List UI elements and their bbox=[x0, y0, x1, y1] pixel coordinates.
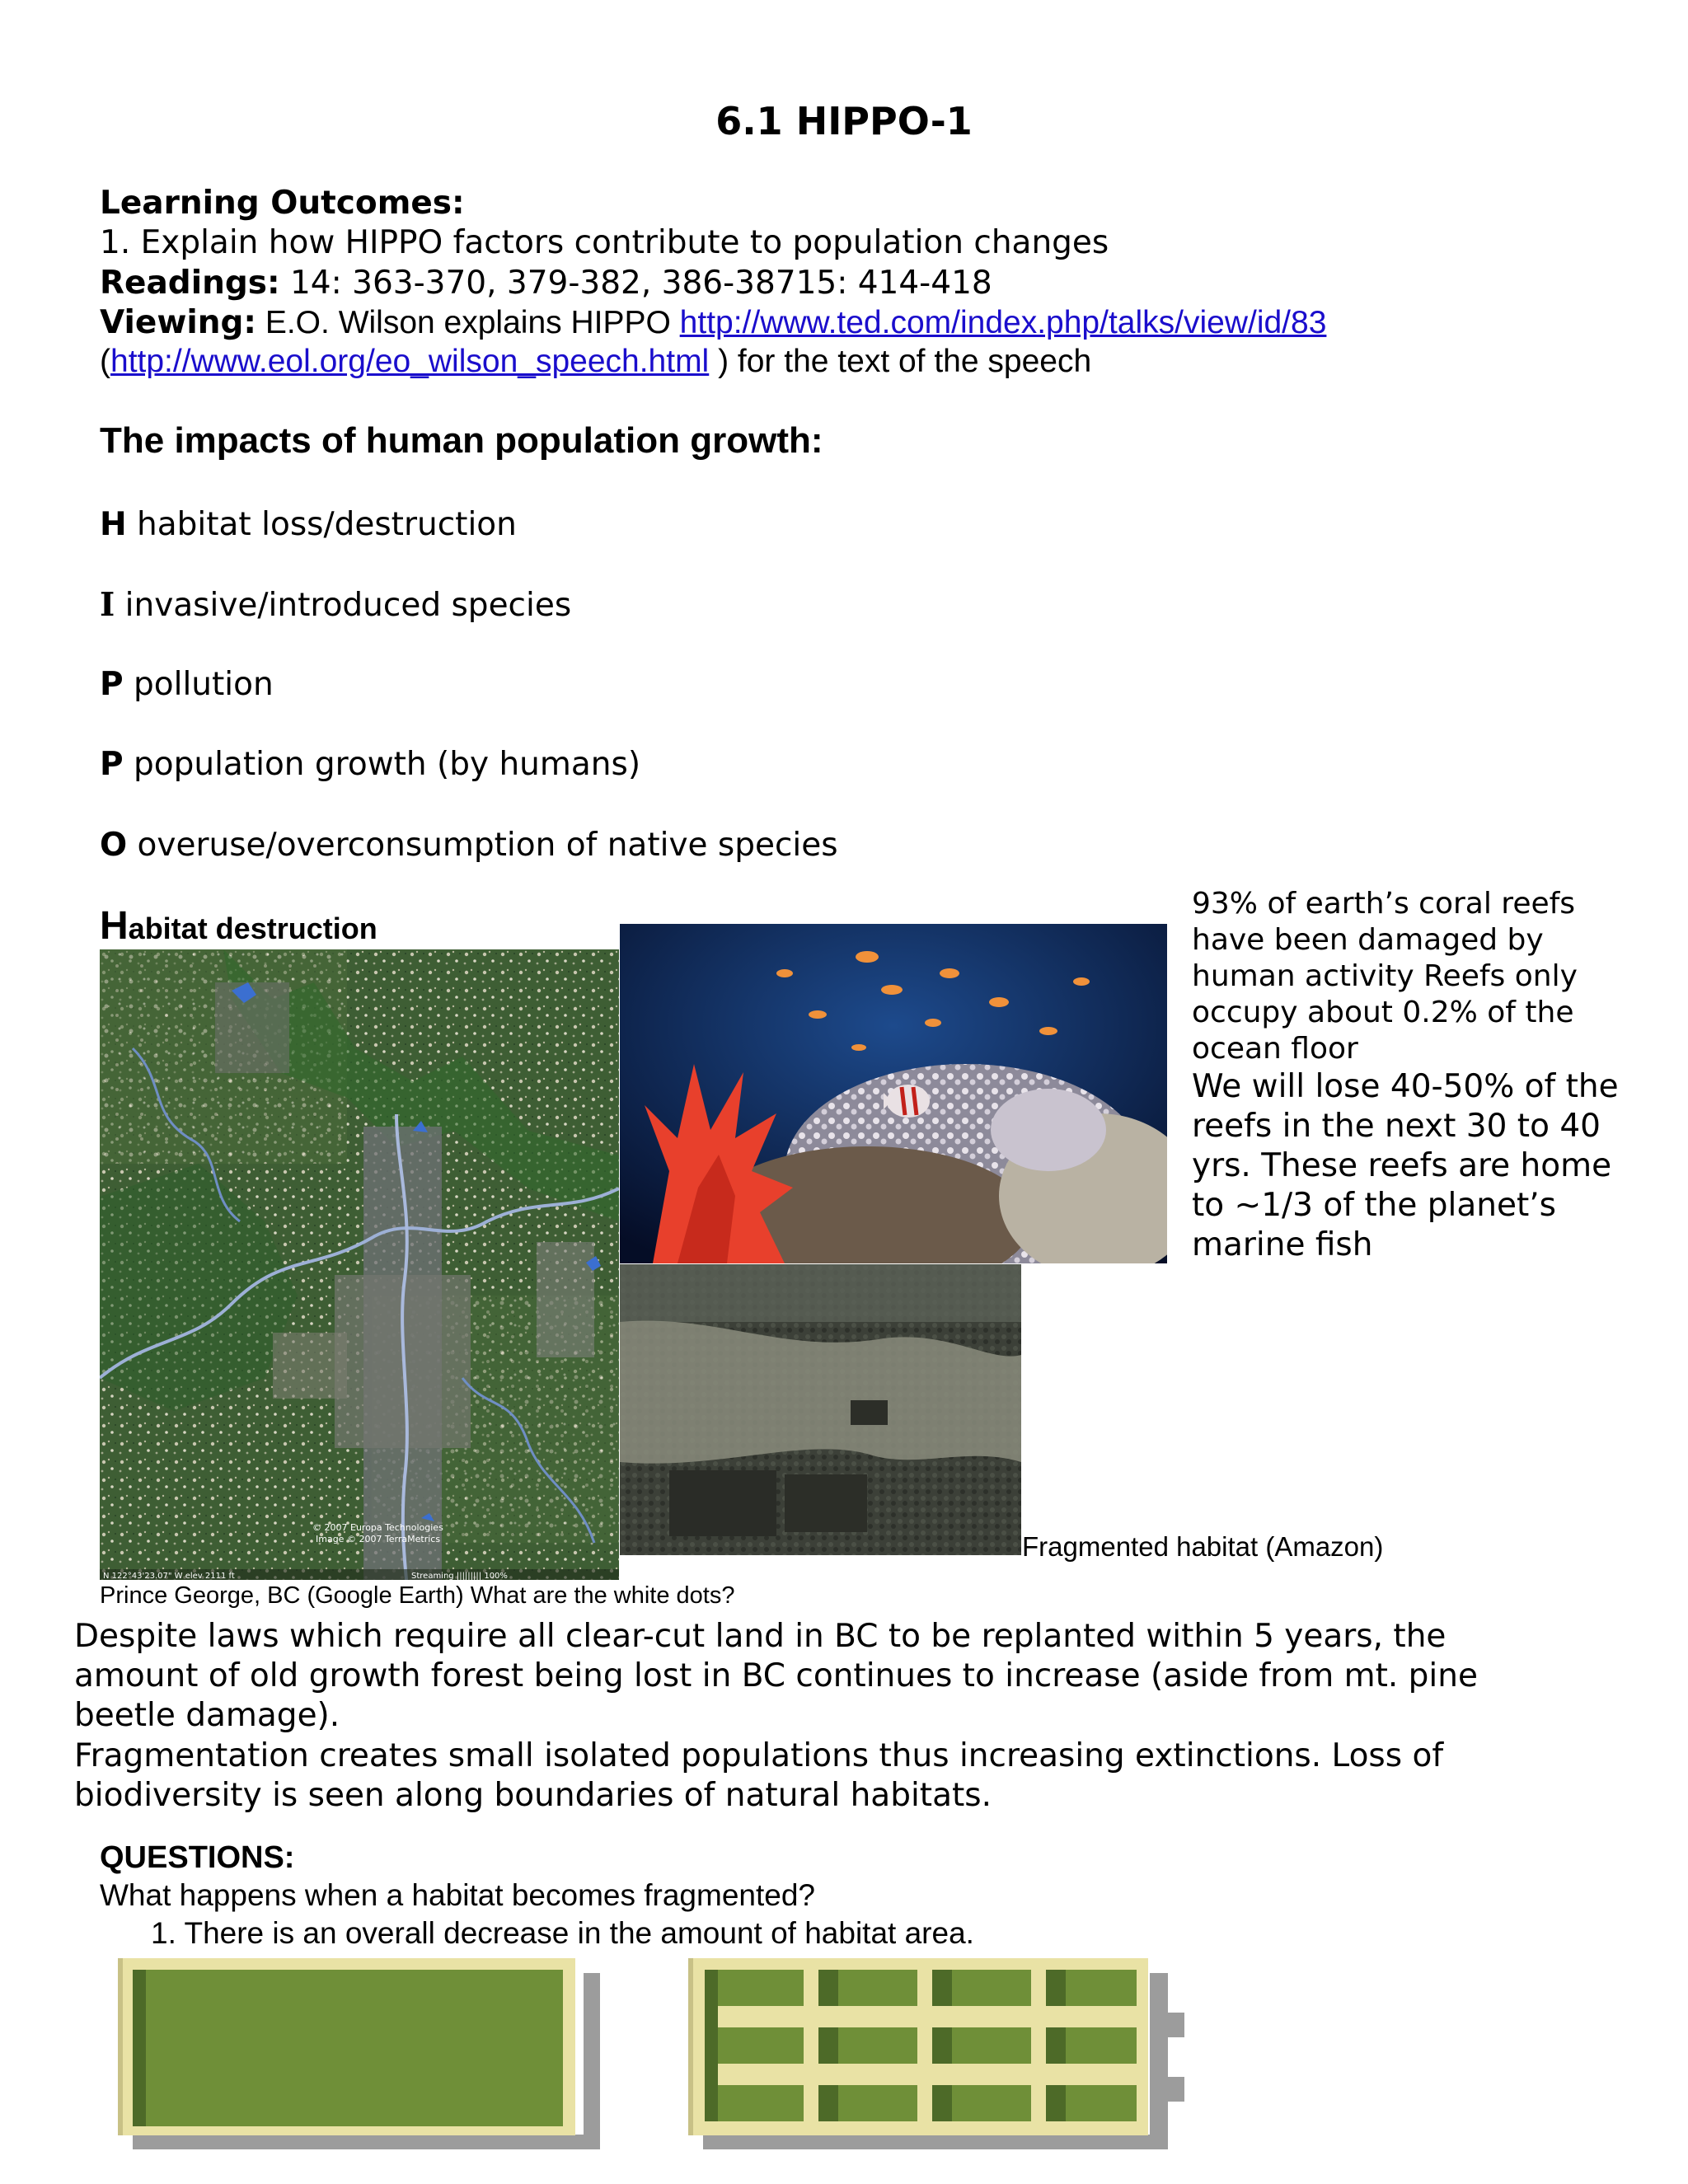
continuous-habitat-diagram bbox=[118, 1958, 621, 2149]
page-title: 6.1 HIPPO-1 bbox=[715, 99, 973, 143]
hippo-letter: P bbox=[100, 666, 124, 703]
satellite-copyright-2: Image © 2007 TerraMetrics bbox=[316, 1534, 441, 1544]
hippo-item-h bbox=[100, 506, 517, 543]
fragmented-habitat-diagram bbox=[688, 1958, 1191, 2149]
hippo-letter: H bbox=[100, 506, 127, 543]
amazon-aerial-image bbox=[620, 1264, 1021, 1555]
hippo-text: invasive/introduced species bbox=[115, 587, 572, 624]
hippo-text: pollution bbox=[123, 666, 274, 703]
continuous-habitat-figure bbox=[118, 1958, 621, 2149]
hippo-text: population growth (by humans) bbox=[123, 746, 641, 783]
readings-text: 14: 363-370, 379-382, 386-38715: 414-418 bbox=[279, 265, 992, 302]
coral-reef-photo bbox=[620, 924, 1167, 1263]
fragmented-habitat-caption: Fragmented habitat (Amazon) bbox=[1022, 1531, 1384, 1562]
satellite-streaming: Streaming ||||||||| 100% bbox=[411, 1572, 508, 1580]
fragmented-amazon-photo bbox=[620, 1264, 1021, 1555]
coral-reef-image bbox=[620, 924, 1167, 1263]
habitat-heading-rest: abitat destruction bbox=[128, 912, 377, 945]
hippo-item-p2 bbox=[100, 746, 640, 783]
fragmentation-paragraph: Fragmentation creates small isolated populations thus increasing extinctions. Loss of biodiversity is seen along boundaries of natural habitats. bbox=[74, 1737, 1444, 1814]
satellite-photo-prince-george bbox=[100, 949, 619, 1580]
open-paren: ( bbox=[100, 344, 110, 379]
coral-note-paragraph-2: We will lose 40-50% of the reefs in the next 30 to 40 yrs. These reefs are home to ~1/3 of the planet’s marine fish bbox=[1192, 1068, 1619, 1263]
satellite-coords: N 122°43'23.07" W elev 2111 ft bbox=[103, 1572, 235, 1580]
coral-note-paragraph-1: 93% of earth’s coral reefs have been damaged by human activity Reefs only occupy about 0.2% of the ocean floor bbox=[1192, 887, 1578, 1066]
habitat-heading-initial: H bbox=[100, 904, 129, 948]
hippo-letter: I bbox=[100, 586, 115, 624]
coral-reef-note bbox=[1192, 886, 1620, 1265]
hippo-letter: O bbox=[100, 827, 128, 864]
fragmented-habitat-figure bbox=[688, 1958, 1191, 2149]
hippo-item-i bbox=[100, 586, 571, 624]
speech-text-after: ) for the text of the speech bbox=[709, 344, 1092, 379]
clear-cut-paragraph: Despite laws which require all clear-cut land in BC to be replanted within 5 years, the amount of old growth forest being lost in BC continues to increase (aside from mt. pine beetle damage). bbox=[74, 1618, 1478, 1734]
eol-speech-link[interactable]: http://www.eol.org/eo_wilson_speech.html bbox=[110, 344, 710, 379]
ted-talk-link[interactable]: http://www.ted.com/index.php/talks/view/id/83 bbox=[679, 305, 1327, 340]
hippo-item-o bbox=[100, 827, 838, 864]
outcomes-heading: Learning Outcomes: bbox=[100, 185, 465, 222]
outcome-item-1: 1. Explain how HIPPO factors contribute to population changes bbox=[100, 224, 1109, 261]
readings-label: Readings: bbox=[100, 265, 280, 302]
viewing-label: Viewing: bbox=[100, 304, 256, 341]
hippo-letter: P bbox=[100, 746, 124, 783]
hippo-text: habitat loss/destruction bbox=[126, 506, 517, 543]
questions-heading: QUESTIONS: bbox=[100, 1840, 295, 1875]
viewing-line bbox=[100, 303, 1326, 343]
speech-text-line bbox=[100, 342, 1091, 382]
viewing-text: E.O. Wilson explains HIPPO bbox=[256, 305, 680, 340]
hippo-item-p1 bbox=[100, 666, 274, 703]
prince-george-caption: Prince George, BC (Google Earth) What are the white dots? bbox=[100, 1582, 735, 1609]
satellite-copyright-1: © 2007 Europa Technologies bbox=[312, 1522, 443, 1533]
readings-line bbox=[100, 264, 992, 303]
hippo-text: overuse/overconsumption of native species bbox=[127, 827, 838, 864]
impacts-heading: The impacts of human population growth: bbox=[100, 420, 823, 461]
question-1: What happens when a habitat becomes fragmented? bbox=[100, 1878, 816, 1912]
habitat-destruction-heading bbox=[100, 903, 377, 949]
satellite-image bbox=[100, 949, 619, 1580]
answer-1: 1. There is an overall decrease in the amount of habitat area. bbox=[151, 1916, 974, 1950]
